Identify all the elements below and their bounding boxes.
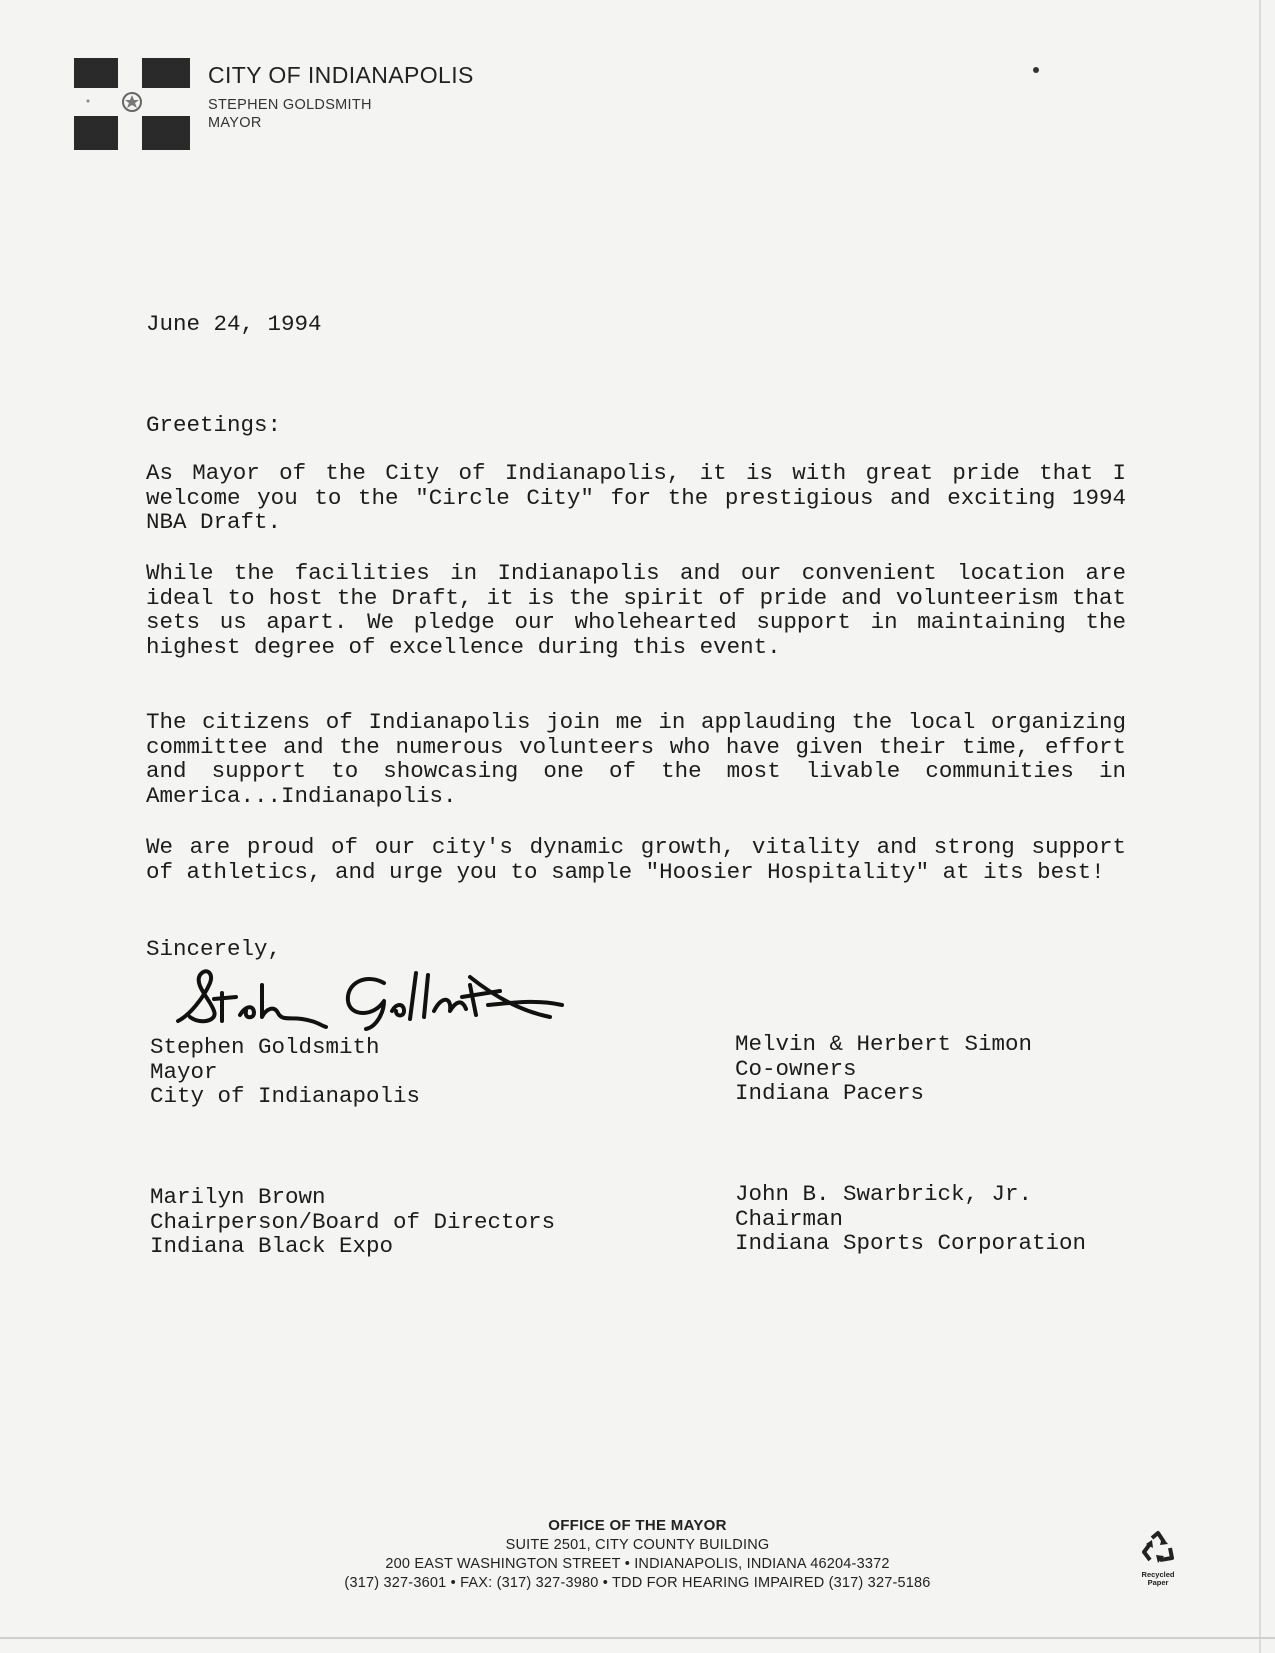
signatory-name: Marilyn Brown — [150, 1184, 326, 1210]
footer-suite: SUITE 2501, CITY COUNTY BUILDING — [505, 1537, 770, 1553]
signatory-organization: Indiana Black Expo — [150, 1233, 394, 1259]
signatory-block-2 — [735, 1032, 1032, 1106]
signatory-title: Chairperson/Board of Directors — [150, 1208, 556, 1235]
recycled-label-2: Paper — [1147, 1578, 1169, 1587]
recycled-paper-mark — [1128, 1530, 1188, 1590]
letterhead-city: CITY OF INDIANAPOLIS — [208, 62, 474, 88]
recycle-icon — [1140, 1530, 1176, 1566]
city-seal-logo-icon — [74, 58, 190, 150]
letter-paragraph-4: We are proud of our city's dynamic growth, vitality and strong support of athletics, and urge you to sample "Hoosier Hospitality" at its best! — [146, 834, 1126, 885]
signature-icon — [170, 955, 600, 1035]
letter-date: June 24, 1994 — [146, 311, 322, 337]
page-edge-bottom — [0, 1637, 1275, 1639]
footer-address: 200 EAST WASHINGTON STREET • INDIANAPOLIS, INDIANA 46204-3372 — [385, 1556, 890, 1572]
letter-paragraph-2: While the facilities in Indianapolis and our convenient location are ideal to host the Draft, it is the spirit of pride and volunteerism that sets us apart. We pledge our wholehearted support in maintaining the highest degree of excellence during this event. — [146, 560, 1126, 660]
signatory-organization: Indiana Sports Corporation — [735, 1230, 1087, 1256]
signatory-block-3 — [150, 1185, 555, 1259]
page-edge — [1259, 0, 1261, 1653]
letterhead-mayor-name: STEPHEN GOLDSMITH — [208, 97, 372, 113]
signatory-name: Melvin & Herbert Simon — [735, 1031, 1033, 1057]
letterhead-footer — [0, 1517, 1275, 1591]
signatory-title: Chairman — [735, 1205, 844, 1232]
letter-closing: Sincerely, — [146, 936, 282, 962]
signatory-organization: Indiana Pacers — [735, 1080, 925, 1106]
signatory-title: Co-owners — [735, 1055, 857, 1082]
footer-phones: (317) 327-3601 • FAX: (317) 327-3980 • TDD FOR HEARING IMPAIRED (317) 327-5186 — [344, 1575, 931, 1591]
signatory-block-1 — [150, 1035, 420, 1109]
letter-paragraph-1: As Mayor of the City of Indianapolis, it is with great pride that I welcome you to the "Circle City" for the prestigious and exciting 1994 NBA Draft. — [146, 460, 1126, 535]
signatory-name: John B. Swarbrick, Jr. — [735, 1181, 1033, 1207]
speck — [1033, 67, 1039, 73]
signatory-name: Stephen Goldsmith — [150, 1034, 380, 1060]
letter-greeting: Greetings: — [146, 412, 282, 438]
letterhead-mayor-title: MAYOR — [208, 115, 262, 131]
footer-office: OFFICE OF THE MAYOR — [548, 1517, 727, 1534]
signatory-block-4 — [735, 1182, 1086, 1256]
signatory-organization: City of Indianapolis — [150, 1083, 421, 1109]
letterhead — [208, 62, 474, 131]
recycled-label-1: Recycled — [1141, 1570, 1175, 1579]
signatory-title: Mayor — [150, 1058, 218, 1085]
letter-paragraph-3: The citizens of Indianapolis join me in applauding the local organizing committee and the numerous volunteers who have given their time, effort and support to showcasing one of the most livable communities in America...Indianapolis. — [146, 709, 1126, 809]
